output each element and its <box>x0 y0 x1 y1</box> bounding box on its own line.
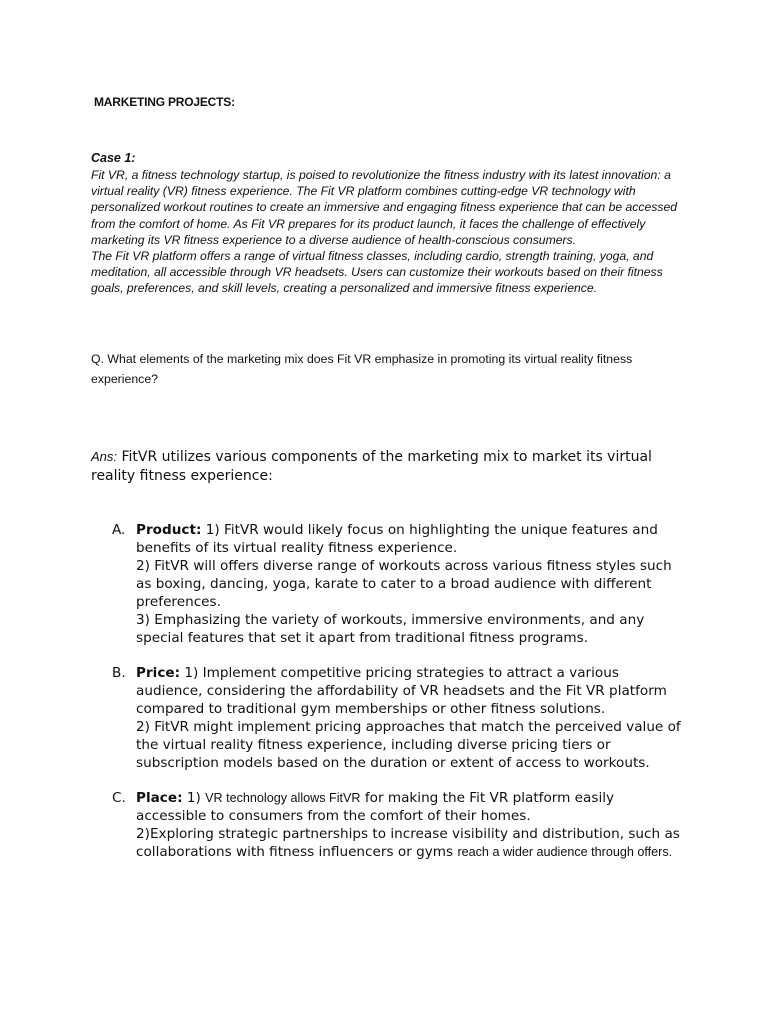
item-title: Product: <box>136 522 202 538</box>
item-line: 2) FitVR will offers diverse range of workouts across various fitness styles such as boxing, dancing, yoga, karate to cater to a broad audience with different preferences. <box>136 558 672 610</box>
item-line-part: 2)Exploring strategic partnerships to increase visibility and distribution, such as collaborations with fitness influencers or gyms <box>136 826 680 860</box>
list-marker: B. <box>112 665 126 681</box>
item-line: 2) FitVR might implement pricing approaches that match the perceived value of the virtual reality fitness experience, including diverse pricing tiers or subscription models based on the duration or extent of access to workouts. <box>136 719 681 771</box>
list-item-price <box>112 664 682 772</box>
item-line: 1) Implement competitive pricing strategies to attract a various audience, considering the affordability of VR headsets and the Fit VR platform compared to traditional gym memberships or other fitness solutions. <box>136 665 667 717</box>
answer-intro <box>91 447 691 486</box>
case-paragraph-2: The Fit VR platform offers a range of virtual fitness classes, including cardio, strength training, yoga, and meditation, all accessible through VR headsets. Users can customize their workouts based on their fitness goals, preferences, and skill levels, creating a personalized and immersive fitness experience. <box>91 249 663 296</box>
answer-label: Ans: <box>91 449 118 464</box>
item-title: Place: <box>136 790 183 806</box>
item-line: 3) Emphasizing the variety of workouts, immersive environments, and any special features that set it apart from traditional fitness programs. <box>136 612 645 646</box>
item-line-part: reach a wider audience through offers. <box>457 845 673 859</box>
case-label: Case 1: <box>91 151 136 165</box>
list-marker: C. <box>112 790 126 806</box>
list-item-place <box>112 789 682 861</box>
item-line-part: 1) <box>182 790 206 806</box>
document-heading: MARKETING PROJECTS: <box>94 95 235 109</box>
item-line: 1) FitVR would likely focus on highlighting the unique features and benefits of its virtual reality fitness experience. <box>136 522 658 556</box>
answer-intro-text: FitVR utilizes various components of the marketing mix to market its virtual reality fitness experience: <box>91 449 652 484</box>
marketing-mix-list <box>112 521 682 878</box>
list-item-product <box>112 521 682 647</box>
item-line-part: VR technology allows FitVR <box>205 791 361 805</box>
question-text: Q. What elements of the marketing mix does Fit VR emphasize in promoting its virtual reality fitness experience? <box>91 352 633 386</box>
case-description <box>91 167 681 297</box>
case-paragraph-1: Fit VR, a fitness technology startup, is poised to revolutionize the fitness industry with its latest innovation: a virtual reality (VR) fitness experience. The Fit VR platform combines cutting-edge VR technology with personalized workout routines to create an immersive and engaging fitness experience that can be accessed from the comfort of home. As Fit VR prepares for its product launch, it faces the challenge of effectively marketing its VR fitness experience to a diverse audience of health-conscious consumers. <box>91 168 678 247</box>
list-marker: A. <box>112 522 126 538</box>
item-title: Price: <box>136 665 181 681</box>
item-line-part: for making the Fit VR platform easily accessible to consumers from the comfort of their homes. <box>136 790 615 824</box>
